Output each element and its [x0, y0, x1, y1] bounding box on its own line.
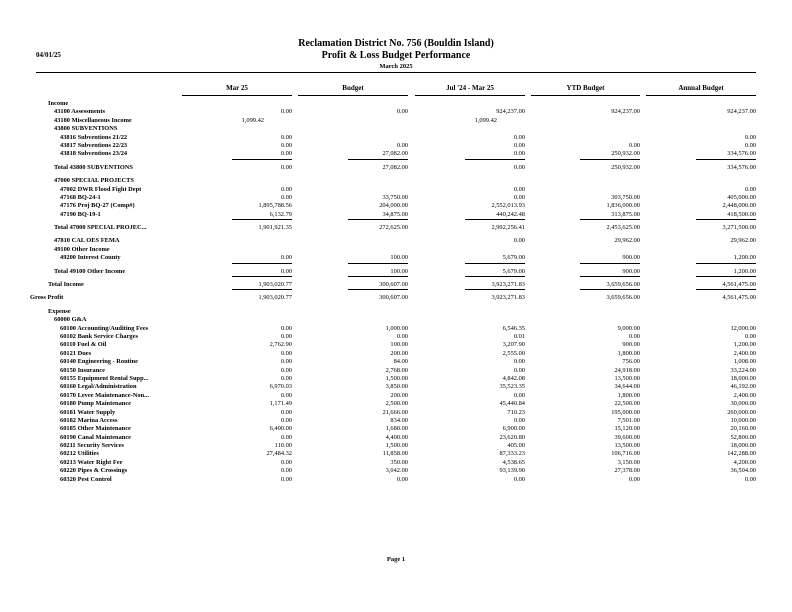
table-row [0, 325, 792, 333]
row-value: 0.00 [280, 467, 292, 475]
row-value: 27,484.32 [266, 450, 292, 458]
row-value: 195,000.00 [611, 408, 640, 416]
table-row [0, 254, 792, 262]
row-value: 106,716.00 [611, 450, 640, 458]
row-value: 0.00 [628, 475, 640, 483]
row-value: 3,923,271.83 [491, 281, 525, 289]
row-value: 0.00 [280, 408, 292, 416]
table-row [0, 476, 792, 484]
row-label: 60121 Dues [60, 349, 92, 357]
row-value: 1,200.00 [733, 254, 756, 262]
row-value: 3,659,656.00 [606, 281, 640, 289]
row-value: 46,192.00 [730, 383, 756, 391]
row-value: 1,099.42 [241, 116, 264, 124]
row-value: 3,271,500.00 [722, 224, 756, 232]
row-value: 0.00 [628, 332, 640, 340]
row-value: 0.00 [513, 163, 525, 171]
row-label: Expense [48, 307, 71, 315]
table-row [0, 467, 792, 475]
row-value: 0.00 [280, 133, 292, 141]
row-value: 0.00 [280, 366, 292, 374]
row-value: 0.00 [744, 185, 756, 193]
row-value: 204,000.00 [379, 202, 408, 210]
row-value: 5,679.00 [502, 254, 525, 262]
column-header: YTD Budget [566, 84, 605, 92]
table-row [0, 268, 792, 276]
row-value: 11,858.00 [382, 450, 408, 458]
row-label: 60182 Marina Access [60, 416, 118, 424]
row-value: 0.00 [513, 237, 525, 245]
report-title: Reclamation District No. 756 (Bouldin Island) [298, 38, 494, 49]
row-value: 2,555.00 [502, 349, 525, 357]
row-value: 0.00 [280, 185, 292, 193]
row-value: 0.00 [513, 475, 525, 483]
row-value: 18,000.00 [730, 442, 756, 450]
row-value: 2,992,256.41 [491, 224, 525, 232]
row-label: 47168 BQ-24-1 [60, 193, 101, 201]
row-value: 13,500.00 [614, 374, 640, 382]
row-value: 303,750.00 [611, 193, 640, 201]
row-label: 43100 Assessments [54, 108, 105, 116]
row-value: 2,762.90 [269, 341, 292, 349]
row-value: 2,768.00 [385, 366, 408, 374]
table-row [0, 434, 792, 442]
row-value: 260,000.00 [727, 408, 756, 416]
report-table [0, 100, 792, 484]
row-label: 60160 Legal/Administration [60, 383, 137, 391]
table-row [0, 224, 792, 232]
row-value: 1,200.00 [733, 267, 756, 275]
row-value: 756.00 [622, 358, 640, 366]
row-label: 43816 Subventions 21/22 [60, 133, 128, 141]
column-header-rule [415, 95, 525, 96]
row-value: 36,504.00 [730, 467, 756, 475]
row-value: 272,625.00 [379, 224, 408, 232]
row-value: 300,607.00 [379, 294, 408, 302]
row-value: 0.00 [280, 416, 292, 424]
row-value: 34,644.00 [614, 383, 640, 391]
row-value: 1,171.49 [269, 400, 292, 408]
table-row [0, 108, 792, 116]
table-row [0, 392, 792, 400]
row-value: 3,659,656.00 [606, 294, 640, 302]
table-row [0, 194, 792, 202]
row-value: 2,400.00 [733, 391, 756, 399]
row-value: 200.00 [390, 349, 408, 357]
column-header-rule [646, 95, 756, 96]
table-row [0, 450, 792, 458]
column-header-rule [531, 95, 640, 96]
row-value: 9,000.00 [617, 324, 640, 332]
row-value: 110.00 [274, 442, 292, 450]
table-row [0, 375, 792, 383]
row-value: 0.00 [513, 391, 525, 399]
row-value: 21,666.00 [382, 408, 408, 416]
row-value: 27,378.00 [614, 467, 640, 475]
row-value: 0.00 [280, 358, 292, 366]
row-value: 0.00 [280, 433, 292, 441]
header-rule [36, 72, 756, 73]
row-value: 0.00 [744, 475, 756, 483]
row-value: 0.00 [280, 163, 292, 171]
row-value: 10,000.00 [730, 416, 756, 424]
report-date: 04/01/25 [36, 51, 61, 59]
row-value: 900.00 [622, 267, 640, 275]
row-value: 1,680.00 [385, 425, 408, 433]
row-value: 3,923,271.83 [491, 294, 525, 302]
row-value: 6,400.00 [269, 425, 292, 433]
report-period: March 2025 [379, 63, 413, 70]
table-row [0, 308, 792, 316]
table-row [0, 383, 792, 391]
row-label: 49100 Other Income [54, 245, 110, 253]
row-value: 29,962.00 [730, 237, 756, 245]
row-value: 334,576.00 [727, 163, 756, 171]
row-value: 0.00 [513, 185, 525, 193]
row-value: 29,962.00 [614, 237, 640, 245]
table-row [0, 341, 792, 349]
row-value: 0.00 [280, 141, 292, 149]
row-label: 43800 SUBVENTIONS [54, 125, 118, 133]
table-row [0, 409, 792, 417]
row-value: 1,836,000.00 [606, 202, 640, 210]
table-row [0, 100, 792, 108]
row-value: 1,008.00 [733, 358, 756, 366]
row-label: Gross Profit [30, 294, 64, 302]
row-value: 0.00 [396, 141, 408, 149]
row-value: 142,288.00 [727, 450, 756, 458]
row-label: 47000 SPECIAL PROJECTS [54, 177, 134, 185]
row-value: 405,000.00 [727, 193, 756, 201]
row-value: 0.00 [280, 267, 292, 275]
row-value: 27,082.00 [382, 150, 408, 158]
row-value: 1,200.00 [733, 341, 756, 349]
row-value: 900.00 [622, 254, 640, 262]
row-label: 60211 Security Services [60, 442, 124, 450]
row-value: 100.00 [390, 254, 408, 262]
row-value: 0.00 [280, 332, 292, 340]
row-label: 47176 Proj BQ-27 (Comp#) [60, 202, 135, 210]
row-label: 47002 DWR Flood Fight Dept [60, 185, 142, 193]
row-value: 4,200.00 [733, 458, 756, 466]
row-label: 43180 Miscellaneous Income [54, 116, 132, 124]
row-value: 84.00 [393, 358, 408, 366]
row-value: 15,120.00 [614, 425, 640, 433]
row-label: 60100 Accounting/Auditing Fees [60, 324, 149, 332]
row-value: 250,932.00 [611, 163, 640, 171]
row-value: 710.23 [507, 408, 525, 416]
row-value: 4,538.65 [502, 458, 525, 466]
row-label: 60190 Canal Maintenance [60, 433, 132, 441]
row-label: Total Income [48, 281, 84, 289]
row-label: 60212 Utilities [60, 450, 99, 458]
column-header: Budget [342, 84, 364, 92]
row-value: 0.00 [744, 133, 756, 141]
row-value: 0.00 [628, 141, 640, 149]
row-value: 900.00 [622, 341, 640, 349]
row-value: 0.00 [280, 374, 292, 382]
row-label: 60185 Other Maintenance [60, 425, 131, 433]
table-row [0, 316, 792, 324]
row-label: 60181 Water Supply [60, 408, 116, 416]
row-value: 24,918.00 [614, 366, 640, 374]
row-value: 405.00 [507, 442, 525, 450]
row-value: 300,607.00 [379, 281, 408, 289]
row-value: 4,400.00 [385, 433, 408, 441]
row-label: 47810 CAL OES FEMA [54, 237, 120, 245]
row-label: 60213 Water Right Fee [60, 458, 123, 466]
row-label: 49200 Interest County [60, 254, 121, 262]
row-value: 0.00 [396, 108, 408, 116]
row-value: 3,042.00 [385, 467, 408, 475]
row-value: 0.00 [744, 332, 756, 340]
row-value: 27,082.00 [382, 163, 408, 171]
row-label: 60000 G&A [54, 316, 87, 324]
row-value: 6,900.00 [502, 425, 525, 433]
table-row [0, 246, 792, 254]
row-value: 0.01 [513, 332, 525, 340]
row-value: 6,970.03 [269, 383, 292, 391]
row-value: 0.00 [513, 193, 525, 201]
row-label: 60140 Engineering - Routine [60, 358, 138, 366]
row-value: 1,500.00 [385, 374, 408, 382]
table-row [0, 425, 792, 433]
row-value: 4,561,475.00 [722, 281, 756, 289]
row-label: 60110 Fuel & Oil [60, 341, 107, 349]
row-value: 2,453,625.00 [606, 224, 640, 232]
row-value: 30,000.00 [730, 400, 756, 408]
row-value: 3,150.00 [617, 458, 640, 466]
column-header: Jul '24 - Mar 25 [446, 84, 494, 92]
row-value: 200.00 [390, 391, 408, 399]
table-row [0, 211, 792, 219]
row-value: 0.00 [280, 458, 292, 466]
row-value: 0.00 [513, 366, 525, 374]
row-value: 33,750.00 [382, 193, 408, 201]
row-label: 43818 Subventions 23/24 [60, 150, 128, 158]
row-value: 1,903,020.77 [258, 294, 292, 302]
row-value: 924,237.00 [727, 108, 756, 116]
column-header-rule [298, 95, 408, 96]
row-value: 313,875.00 [611, 210, 640, 218]
column-headers [0, 84, 792, 98]
row-value: 1,000.00 [385, 324, 408, 332]
table-row [0, 177, 792, 185]
table-row [0, 442, 792, 450]
table-row [0, 294, 792, 302]
table-row [0, 186, 792, 194]
row-value: 0.00 [280, 108, 292, 116]
row-value: 23,620.80 [499, 433, 525, 441]
column-header: Annual Budget [678, 84, 724, 92]
row-value: 0.00 [513, 133, 525, 141]
row-value: 0.00 [280, 324, 292, 332]
row-value: 0.00 [280, 349, 292, 357]
table-row [0, 142, 792, 150]
row-label: 60170 Levee Maintenance-Non... [60, 391, 149, 399]
table-row [0, 164, 792, 172]
table-row [0, 350, 792, 358]
row-value: 93,139.90 [499, 467, 525, 475]
row-label: 60180 Pump Maintenance [60, 400, 132, 408]
table-row [0, 358, 792, 366]
row-value: 7,501.00 [617, 416, 640, 424]
row-value: 0.00 [280, 254, 292, 262]
row-value: 0.00 [280, 475, 292, 483]
row-value: 0.00 [513, 358, 525, 366]
row-value: 4,842.08 [502, 374, 525, 382]
row-label: 43817 Subventions 22/23 [60, 141, 128, 149]
row-label: 47190 BQ-19-1 [60, 210, 101, 218]
row-value: 5,679.00 [502, 267, 525, 275]
row-value: 33,224.00 [730, 366, 756, 374]
row-value: 35,523.35 [499, 383, 525, 391]
row-value: 6,546.35 [502, 324, 525, 332]
row-value: 4,561,475.00 [722, 294, 756, 302]
column-header: Mar 25 [226, 84, 248, 92]
row-value: 0.00 [280, 150, 292, 158]
row-value: 100.00 [390, 267, 408, 275]
page-number: Page 1 [386, 556, 406, 563]
row-value: 1,500.00 [385, 442, 408, 450]
table-row [0, 281, 792, 289]
row-value: 52,800.00 [730, 433, 756, 441]
row-label: 60220 Pipes & Crossings [60, 467, 128, 475]
row-value: 1,800.00 [617, 349, 640, 357]
table-row [0, 150, 792, 158]
table-row [0, 134, 792, 142]
row-value: 0.00 [513, 416, 525, 424]
row-label: Total 49100 Other Income [54, 267, 126, 275]
row-label: 60155 Equipment Rental Supp... [60, 374, 149, 382]
row-value: 0.00 [396, 475, 408, 483]
row-value: 0.00 [396, 332, 408, 340]
row-value: 0.00 [513, 141, 525, 149]
table-row [0, 237, 792, 245]
row-value: 334,576.00 [727, 150, 756, 158]
row-value: 2,552,013.93 [491, 202, 525, 210]
row-label: Income [48, 100, 69, 107]
table-row [0, 400, 792, 408]
row-label: Total 43800 SUBVENTIONS [54, 163, 133, 171]
row-value: 1,903,020.77 [258, 281, 292, 289]
row-value: 1,901,921.35 [258, 224, 292, 232]
row-value: 20,160.00 [730, 425, 756, 433]
row-value: 418,500.00 [727, 210, 756, 218]
row-value: 100.00 [390, 341, 408, 349]
row-value: 13,500.00 [614, 442, 640, 450]
row-value: 0.00 [744, 141, 756, 149]
table-row [0, 333, 792, 341]
table-row [0, 117, 792, 125]
table-row [0, 417, 792, 425]
row-value: 18,000.00 [730, 374, 756, 382]
row-value: 0.00 [280, 193, 292, 201]
row-value: 39,600.00 [614, 433, 640, 441]
column-header-rule [182, 95, 292, 96]
row-value: 2,448,000.00 [722, 202, 756, 210]
row-value: 924,237.00 [611, 108, 640, 116]
row-value: 440,242.48 [496, 210, 525, 218]
row-value: 834.00 [390, 416, 408, 424]
row-label: 60320 Pest Control [60, 475, 112, 483]
row-value: 2,500.00 [385, 400, 408, 408]
row-value: 12,000.00 [730, 324, 756, 332]
row-label: 60150 Insurance [60, 366, 105, 374]
row-label: Total 47000 SPECIAL PROJEC... [54, 224, 147, 232]
table-row [0, 125, 792, 133]
table-row [0, 367, 792, 375]
row-value: 6,132.79 [269, 210, 292, 218]
row-value: 1,800.00 [617, 391, 640, 399]
row-value: 87,333.23 [499, 450, 525, 458]
row-value: 1,895,788.56 [258, 202, 292, 210]
table-row [0, 202, 792, 210]
row-label: 60102 Bank Service Charges [60, 332, 138, 340]
row-value: 924,237.00 [496, 108, 525, 116]
row-value: 3,850.00 [385, 383, 408, 391]
row-value: 1,099.42 [474, 116, 497, 124]
row-value: 0.00 [513, 150, 525, 158]
row-value: 2,400.00 [733, 349, 756, 357]
row-value: 22,500.00 [614, 400, 640, 408]
report-subtitle: Profit & Loss Budget Performance [321, 50, 471, 61]
row-value: 250,932.00 [611, 150, 640, 158]
table-row [0, 459, 792, 467]
row-value: 0.00 [280, 391, 292, 399]
row-value: 3,207.90 [502, 341, 525, 349]
row-value: 45,440.84 [499, 400, 525, 408]
row-value: 34,875.00 [382, 210, 408, 218]
row-value: 350.00 [390, 458, 408, 466]
